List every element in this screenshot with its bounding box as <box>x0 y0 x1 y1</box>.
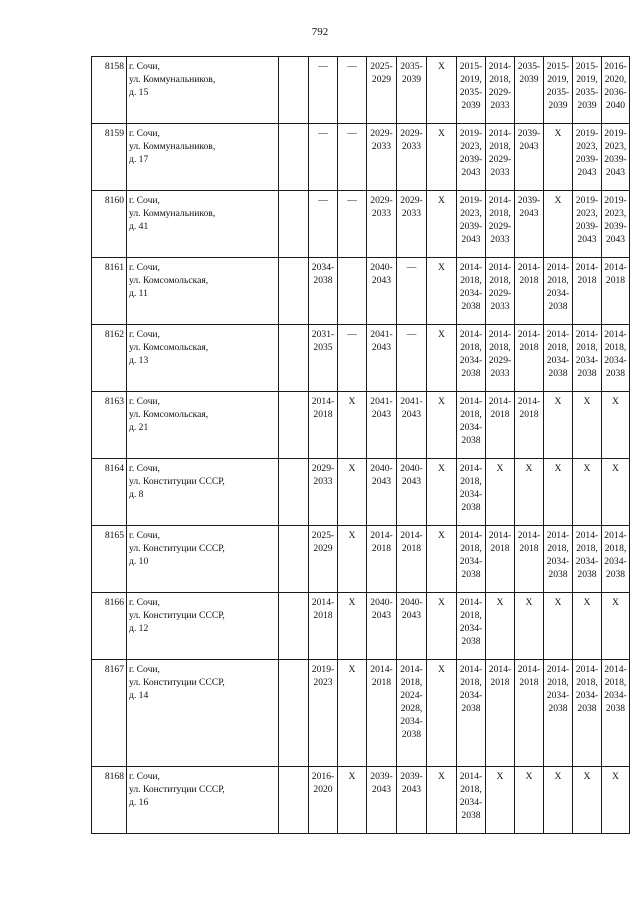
period-cell: 2014- 2018 <box>367 660 397 767</box>
period-cell: X <box>573 767 602 834</box>
address-line: г. Сочи, <box>129 262 160 273</box>
period-cell: X <box>338 767 367 834</box>
address-line: г. Сочи, <box>129 396 160 407</box>
period-cell: 2025- 2029 <box>367 57 397 124</box>
period-cell: 2040- 2043 <box>397 593 427 660</box>
period-cell: 2015- 2019, 2035- 2039 <box>573 57 602 124</box>
period-cell: 2014- 2018 <box>397 526 427 593</box>
address-line: г. Сочи, <box>129 61 160 72</box>
period-cell: — <box>338 57 367 124</box>
period-cell: 2014- 2018, 2034- 2038 <box>573 660 602 767</box>
period-cell: 2014- 2018 <box>515 325 544 392</box>
table-row <box>92 459 630 526</box>
table-row <box>92 526 630 593</box>
empty-cell <box>279 526 309 593</box>
period-cell: 2014- 2018, 2034- 2038 <box>544 526 573 593</box>
period-cell: X <box>427 124 457 191</box>
period-cell: 2014- 2018, 2029- 2033 <box>486 124 515 191</box>
address-cell <box>127 258 279 325</box>
address-cell <box>127 526 279 593</box>
period-cell: 2035- 2039 <box>397 57 427 124</box>
empty-cell <box>279 57 309 124</box>
period-cell: X <box>544 392 573 459</box>
period-cell <box>338 258 367 325</box>
period-cell: 2019- 2023, 2039- 2043 <box>457 191 486 258</box>
address-line: ул. Комсомольская, <box>129 409 209 420</box>
record-number: 8168 <box>92 767 127 834</box>
period-cell: 2029- 2033 <box>397 124 427 191</box>
address-line: г. Сочи, <box>129 128 160 139</box>
address-line: д. 13 <box>129 355 149 366</box>
period-cell: 2014- 2018, 2034- 2038 <box>573 526 602 593</box>
period-cell: 2040- 2043 <box>367 258 397 325</box>
address-line: г. Сочи, <box>129 463 160 474</box>
period-cell: X <box>486 593 515 660</box>
period-cell: 2014- 2018 <box>573 258 602 325</box>
period-cell: — <box>338 325 367 392</box>
period-cell: 2019- 2023, 2039- 2043 <box>573 191 602 258</box>
period-cell: 2014- 2018 <box>486 660 515 767</box>
address-line: д. 14 <box>129 690 149 701</box>
period-cell: 2014- 2018, 2034- 2038 <box>544 258 573 325</box>
table-row <box>92 57 630 124</box>
address-line: д. 12 <box>129 623 149 634</box>
record-number: 8159 <box>92 124 127 191</box>
period-cell: 2014- 2018, 2029- 2033 <box>486 57 515 124</box>
address-line: д. 15 <box>129 87 149 98</box>
period-cell: X <box>573 593 602 660</box>
period-cell: X <box>544 459 573 526</box>
address-cell <box>127 593 279 660</box>
period-cell: 2014- 2018 <box>515 660 544 767</box>
period-cell: 2029- 2033 <box>367 191 397 258</box>
record-number: 8162 <box>92 325 127 392</box>
address-line: ул. Конституции СССР, <box>129 784 225 795</box>
address-cell <box>127 767 279 834</box>
record-number: 8166 <box>92 593 127 660</box>
period-cell: 2041- 2043 <box>367 325 397 392</box>
period-cell: 2035- 2039 <box>515 57 544 124</box>
period-cell: 2014- 2018, 2034- 2038 <box>544 660 573 767</box>
period-cell: X <box>427 392 457 459</box>
address-line: г. Сочи, <box>129 664 160 675</box>
address-line: д. 21 <box>129 422 149 433</box>
period-cell: 2014- 2018, 2029- 2033 <box>486 325 515 392</box>
table-row <box>92 767 630 834</box>
address-line: г. Сочи, <box>129 329 160 340</box>
address-cell <box>127 191 279 258</box>
period-cell: 2031- 2035 <box>309 325 338 392</box>
empty-cell <box>279 593 309 660</box>
period-cell: — <box>338 191 367 258</box>
period-cell: X <box>427 767 457 834</box>
address-line: ул. Коммунальников, <box>129 208 216 219</box>
period-cell: X <box>544 767 573 834</box>
period-cell: 2014- 2018, 2034- 2038 <box>457 660 486 767</box>
period-cell: 2014- 2018 <box>309 392 338 459</box>
empty-cell <box>279 325 309 392</box>
period-cell: 2014- 2018, 2034- 2038 <box>457 593 486 660</box>
address-line: ул. Конституции СССР, <box>129 543 225 554</box>
address-line: г. Сочи, <box>129 771 160 782</box>
period-cell: X <box>427 593 457 660</box>
period-cell: X <box>338 593 367 660</box>
period-cell: 2039- 2043 <box>515 124 544 191</box>
address-line: ул. Конституции СССР, <box>129 677 225 688</box>
address-cell <box>127 459 279 526</box>
address-line: ул. Коммунальников, <box>129 141 216 152</box>
period-cell: 2014- 2018, 2034- 2038 <box>602 660 630 767</box>
empty-cell <box>279 392 309 459</box>
empty-cell <box>279 124 309 191</box>
period-cell: 2040- 2043 <box>367 459 397 526</box>
period-cell: 2019- 2023, 2039- 2043 <box>457 124 486 191</box>
period-cell: 2014- 2018, 2034- 2038 <box>457 526 486 593</box>
period-cell: X <box>573 459 602 526</box>
empty-cell <box>279 459 309 526</box>
table-row <box>92 392 630 459</box>
period-cell: 2014- 2018, 2029- 2033 <box>486 258 515 325</box>
period-cell: 2039- 2043 <box>367 767 397 834</box>
period-cell: X <box>486 767 515 834</box>
period-cell: 2014- 2018, 2034- 2038 <box>457 325 486 392</box>
table-row <box>92 124 630 191</box>
address-line: г. Сочи, <box>129 530 160 541</box>
period-cell: X <box>338 459 367 526</box>
record-number: 8163 <box>92 392 127 459</box>
period-cell: 2040- 2043 <box>367 593 397 660</box>
period-cell: 2014- 2018, 2024- 2028, 2034- 2038 <box>397 660 427 767</box>
period-cell: 2039- 2043 <box>515 191 544 258</box>
period-cell: 2019- 2023, 2039- 2043 <box>602 124 630 191</box>
table-row <box>92 258 630 325</box>
schedule-table <box>91 56 630 834</box>
period-cell: 2014- 2018 <box>309 593 338 660</box>
period-cell: — <box>309 124 338 191</box>
period-cell: — <box>338 124 367 191</box>
period-cell: 2014- 2018, 2034- 2038 <box>457 258 486 325</box>
empty-cell <box>279 660 309 767</box>
address-line: д. 16 <box>129 797 149 808</box>
address-cell <box>127 392 279 459</box>
period-cell: 2014- 2018, 2034- 2038 <box>602 526 630 593</box>
period-cell: X <box>338 660 367 767</box>
period-cell: 2014- 2018 <box>486 526 515 593</box>
period-cell: — <box>309 57 338 124</box>
address-line: д. 11 <box>129 288 148 299</box>
period-cell: X <box>602 593 630 660</box>
address-cell <box>127 325 279 392</box>
period-cell: 2015- 2019, 2035- 2039 <box>544 57 573 124</box>
period-cell: X <box>427 191 457 258</box>
period-cell: X <box>427 526 457 593</box>
period-cell: 2014- 2018 <box>515 258 544 325</box>
table-row <box>92 593 630 660</box>
period-cell: X <box>427 258 457 325</box>
period-cell: 2041- 2043 <box>397 392 427 459</box>
period-cell: 2029- 2033 <box>397 191 427 258</box>
period-cell: 2019- 2023, 2039- 2043 <box>602 191 630 258</box>
period-cell: 2014- 2018 <box>486 392 515 459</box>
table-row <box>92 325 630 392</box>
address-line: д. 17 <box>129 154 149 165</box>
period-cell: 2040- 2043 <box>397 459 427 526</box>
period-cell: X <box>515 459 544 526</box>
period-cell: 2014- 2018, 2034- 2038 <box>544 325 573 392</box>
empty-cell <box>279 258 309 325</box>
page-number: 792 <box>311 26 329 38</box>
period-cell: 2016- 2020 <box>309 767 338 834</box>
record-number: 8161 <box>92 258 127 325</box>
period-cell: X <box>486 459 515 526</box>
address-cell <box>127 57 279 124</box>
record-number: 8160 <box>92 191 127 258</box>
period-cell: 2014- 2018, 2034- 2038 <box>602 325 630 392</box>
period-cell: X <box>602 767 630 834</box>
period-cell: X <box>427 459 457 526</box>
period-cell: 2014- 2018 <box>602 258 630 325</box>
address-line: д. 8 <box>129 489 144 500</box>
address-line: д. 41 <box>129 221 149 232</box>
period-cell: 2025- 2029 <box>309 526 338 593</box>
period-cell: 2014- 2018, 2029- 2033 <box>486 191 515 258</box>
period-cell: X <box>338 392 367 459</box>
period-cell: X <box>544 593 573 660</box>
period-cell: 2029- 2033 <box>367 124 397 191</box>
record-number: 8167 <box>92 660 127 767</box>
period-cell: 2014- 2018, 2034- 2038 <box>457 392 486 459</box>
address-line: г. Сочи, <box>129 597 160 608</box>
period-cell: 2014- 2018, 2034- 2038 <box>457 459 486 526</box>
period-cell: 2014- 2018 <box>515 526 544 593</box>
period-cell: X <box>338 526 367 593</box>
period-cell: — <box>397 258 427 325</box>
address-cell <box>127 124 279 191</box>
period-cell: X <box>544 191 573 258</box>
table-row <box>92 660 630 767</box>
period-cell: 2041- 2043 <box>367 392 397 459</box>
address-line: ул. Конституции СССР, <box>129 610 225 621</box>
empty-cell <box>279 767 309 834</box>
record-number: 8165 <box>92 526 127 593</box>
period-cell: X <box>515 767 544 834</box>
period-cell: X <box>515 593 544 660</box>
period-cell: 2014- 2018, 2034- 2038 <box>573 325 602 392</box>
period-cell: — <box>309 191 338 258</box>
period-cell: 2029- 2033 <box>309 459 338 526</box>
period-cell: 2014- 2018 <box>515 392 544 459</box>
record-number: 8164 <box>92 459 127 526</box>
address-line: д. 10 <box>129 556 149 567</box>
period-cell: 2014- 2018, 2034- 2038 <box>457 767 486 834</box>
period-cell: X <box>427 660 457 767</box>
period-cell: X <box>602 459 630 526</box>
table-row <box>92 191 630 258</box>
period-cell: — <box>397 325 427 392</box>
period-cell: 2016- 2020, 2036- 2040 <box>602 57 630 124</box>
period-cell: 2034- 2038 <box>309 258 338 325</box>
period-cell: 2039- 2043 <box>397 767 427 834</box>
period-cell: 2019- 2023 <box>309 660 338 767</box>
period-cell: 2014- 2018 <box>367 526 397 593</box>
address-line: ул. Комсомольская, <box>129 275 209 286</box>
period-cell: X <box>602 392 630 459</box>
record-number: 8158 <box>92 57 127 124</box>
period-cell: X <box>427 57 457 124</box>
address-line: г. Сочи, <box>129 195 160 206</box>
period-cell: 2015- 2019, 2035- 2039 <box>457 57 486 124</box>
address-line: ул. Коммунальников, <box>129 74 216 85</box>
period-cell: X <box>573 392 602 459</box>
period-cell: 2019- 2023, 2039- 2043 <box>573 124 602 191</box>
period-cell: X <box>544 124 573 191</box>
address-line: ул. Конституции СССР, <box>129 476 225 487</box>
period-cell: X <box>427 325 457 392</box>
empty-cell <box>279 191 309 258</box>
address-line: ул. Комсомольская, <box>129 342 209 353</box>
address-cell <box>127 660 279 767</box>
